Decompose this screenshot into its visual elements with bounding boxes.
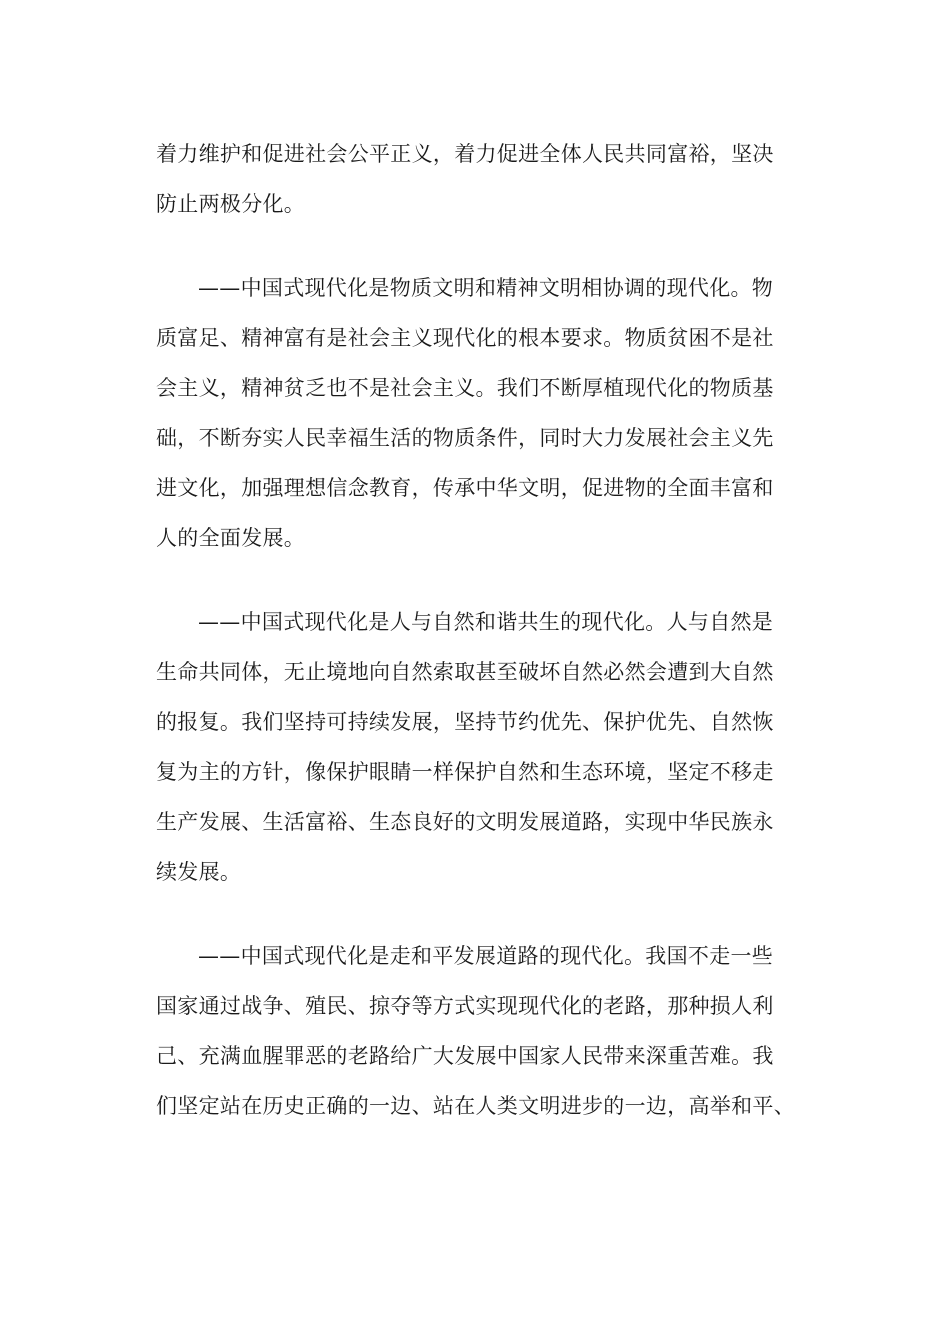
text-line: 们坚定站在历史正确的一边、站在人类文明进步的一边，高举和平、 [156,1094,795,1118]
text-line: 会主义，精神贫乏也不是社会主义。我们不断厚植现代化的物质基 [156,376,774,400]
paragraph-harmony-with-nature [156,597,796,897]
text-line: 续发展。 [156,860,242,884]
text-line: 的报复。我们坚持可持续发展，坚持节约优先、保护优先、自然恢 [156,710,774,734]
text-line: 人的全面发展。 [156,526,306,550]
text-line: 国家通过战争、殖民、掠夺等方式实现现代化的老路，那种损人利 [156,994,774,1018]
document-body [156,129,796,1131]
text-line: 复为主的方针，像保护眼睛一样保护自然和生态环境，坚定不移走 [156,760,774,784]
paragraph-material-spiritual [156,263,796,563]
text-line: 础，不断夯实人民幸福生活的物质条件，同时大力发展社会主义先 [156,426,774,450]
text-line: ——中国式现代化是物质文明和精神文明相协调的现代化。物 [198,276,774,300]
text-line: 己、充满血腥罪恶的老路给广大发展中国家人民带来深重苦难。我 [156,1044,774,1068]
paragraph-peaceful-development [156,931,796,1131]
text-line: 着力维护和促进社会公平正义，着力促进全体人民共同富裕，坚决 [156,142,774,166]
text-line: ——中国式现代化是人与自然和谐共生的现代化。人与自然是 [198,610,774,634]
text-line: 生命共同体，无止境地向自然索取甚至破坏自然必然会遭到大自然 [156,660,774,684]
text-line: 防止两极分化。 [156,192,306,216]
text-line: 质富足、精神富有是社会主义现代化的根本要求。物质贫困不是社 [156,326,774,350]
text-line: 生产发展、生活富裕、生态良好的文明发展道路，实现中华民族永 [156,810,774,834]
text-line: ——中国式现代化是走和平发展道路的现代化。我国不走一些 [198,944,774,968]
paragraph-common-prosperity [156,129,796,229]
text-line: 进文化，加强理想信念教育，传承中华文明，促进物的全面丰富和 [156,476,774,500]
